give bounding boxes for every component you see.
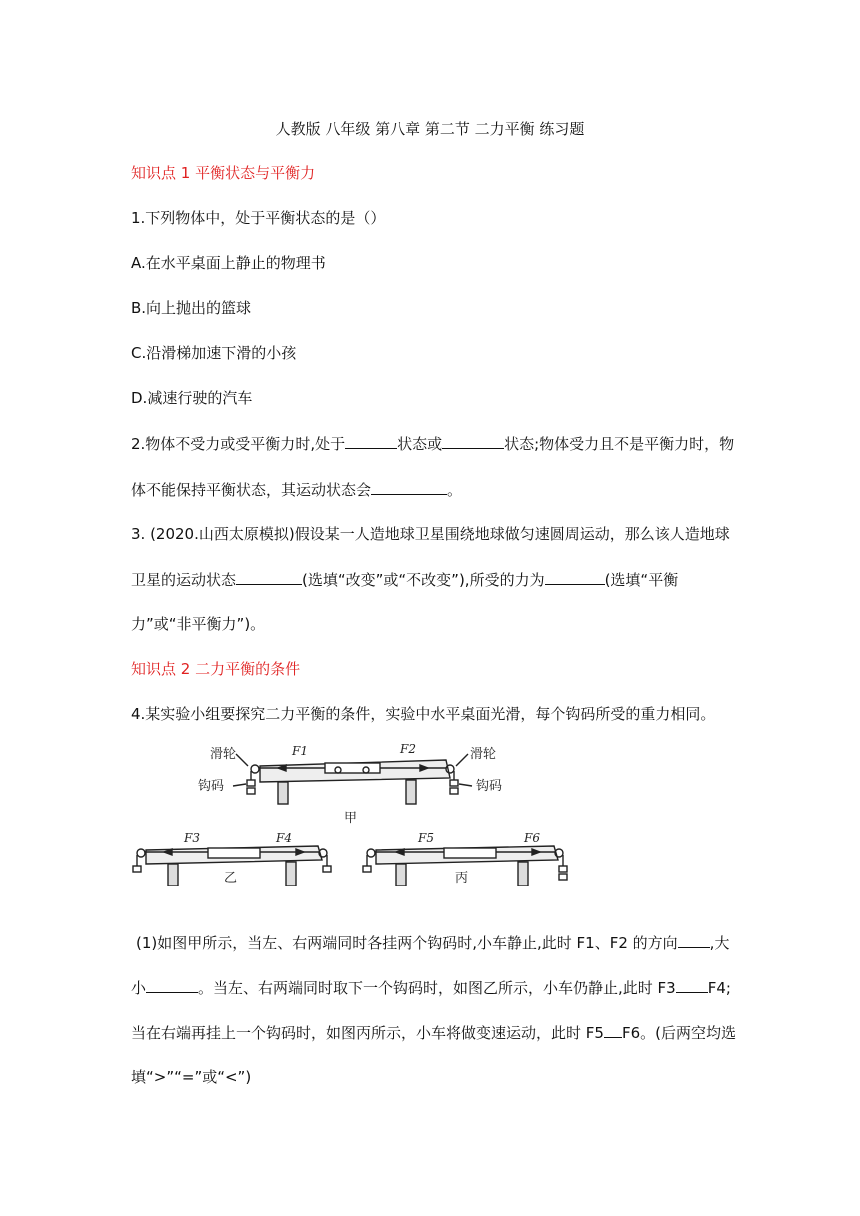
answer-blank[interactable]	[678, 932, 710, 948]
question-3-line-2	[131, 569, 678, 590]
label-f1: F1	[292, 744, 308, 758]
q2-text-5: 。	[447, 481, 463, 499]
answer-blank[interactable]	[236, 569, 302, 585]
question-3-line-1: 3. (2020.山西太原模拟)假设某一人造地球卫星围绕地球做匀速圆周运动，那么该人造地球	[131, 525, 730, 543]
answer-blank[interactable]	[146, 977, 198, 993]
experiment-figure	[128, 738, 583, 886]
label-f6: F6	[524, 831, 540, 845]
answer-blank[interactable]	[545, 569, 605, 585]
q3-text-1: 卫星的运动状态	[131, 571, 237, 589]
question-1-option-b: B.向上抛出的篮球	[131, 299, 252, 317]
q4-text-1: (1)如图甲所示，当左、右两端同时各挂两个钩码时,小车静止,此时 F1、F2 的方向	[136, 934, 678, 952]
page-title: 人教版 八年级 第八章 第二节 二力平衡 练习题	[275, 120, 585, 138]
label-f5: F5	[418, 831, 434, 845]
answer-blank[interactable]	[345, 433, 397, 449]
section-heading-1: 知识点 1 平衡状态与平衡力	[131, 164, 316, 182]
question-4-stem: 4.某实验小组要探究二力平衡的条件，实验中水平桌面光滑，每个钩码所受的重力相同。	[131, 705, 716, 723]
answer-blank[interactable]	[604, 1022, 622, 1038]
figure-jia	[198, 742, 502, 826]
question-1-option-a: A.在水平桌面上静止的物理书	[131, 254, 326, 272]
question-4-line-4: 填“>”“=”或“<”)	[131, 1068, 252, 1086]
q3-text-3: (选填“平衡	[604, 571, 679, 589]
question-2-line-2	[131, 479, 462, 500]
q2-text-1: 2.物体不受力或受平衡力时,处于	[131, 435, 346, 453]
label-f4: F4	[276, 831, 292, 845]
label-weight-left: 钩码	[198, 779, 225, 794]
q4-text-7: F6。(后两空均选	[621, 1024, 736, 1042]
caption-jia: 甲	[344, 811, 358, 826]
figure-yi	[133, 831, 331, 886]
answer-blank[interactable]	[676, 977, 708, 993]
label-f3: F3	[184, 831, 200, 845]
q4-text-6: 当在右端再挂上一个钩码时，如图丙所示，小车将做变速运动，此时 F5	[131, 1024, 604, 1042]
label-pulley-left: 滑轮	[210, 747, 237, 762]
q4-text-2: ,大	[709, 934, 730, 952]
caption-bing: 丙	[455, 871, 469, 886]
question-4-sub-1-line-1	[136, 932, 729, 953]
q2-text-3: 状态;物体受力且不是平衡力时，物	[504, 435, 735, 453]
q4-text-5: F4;	[707, 979, 731, 997]
answer-blank[interactable]	[371, 479, 447, 495]
question-4-line-3	[131, 1022, 736, 1043]
q2-text-4: 体不能保持平衡状态，其运动状态会	[131, 481, 372, 499]
q2-text-2: 状态或	[397, 435, 443, 453]
label-f2: F2	[400, 742, 416, 756]
question-1-option-c: C.沿滑梯加速下滑的小孩	[131, 344, 297, 362]
label-pulley-right: 滑轮	[470, 747, 497, 762]
q3-text-2: (选填“改变”或“不改变”),所受的力为	[302, 571, 545, 589]
question-2-line-1	[131, 433, 734, 454]
question-4-line-2	[131, 977, 731, 998]
section-heading-2: 知识点 2 二力平衡的条件	[131, 660, 301, 678]
q4-text-4: 。当左、右两端同时取下一个钩码时，如图乙所示，小车仍静止,此时 F3	[198, 979, 676, 997]
answer-blank[interactable]	[442, 433, 504, 449]
caption-yi: 乙	[224, 871, 238, 886]
q4-text-3: 小	[131, 979, 147, 997]
question-1-stem: 1.下列物体中，处于平衡状态的是（）	[131, 209, 386, 227]
question-3-line-3: 力”或“非平衡力”)。	[131, 615, 266, 633]
question-1-option-d: D.减速行驶的汽车	[131, 389, 253, 407]
label-weight-right: 钩码	[476, 779, 503, 794]
figure-bing	[363, 831, 567, 886]
